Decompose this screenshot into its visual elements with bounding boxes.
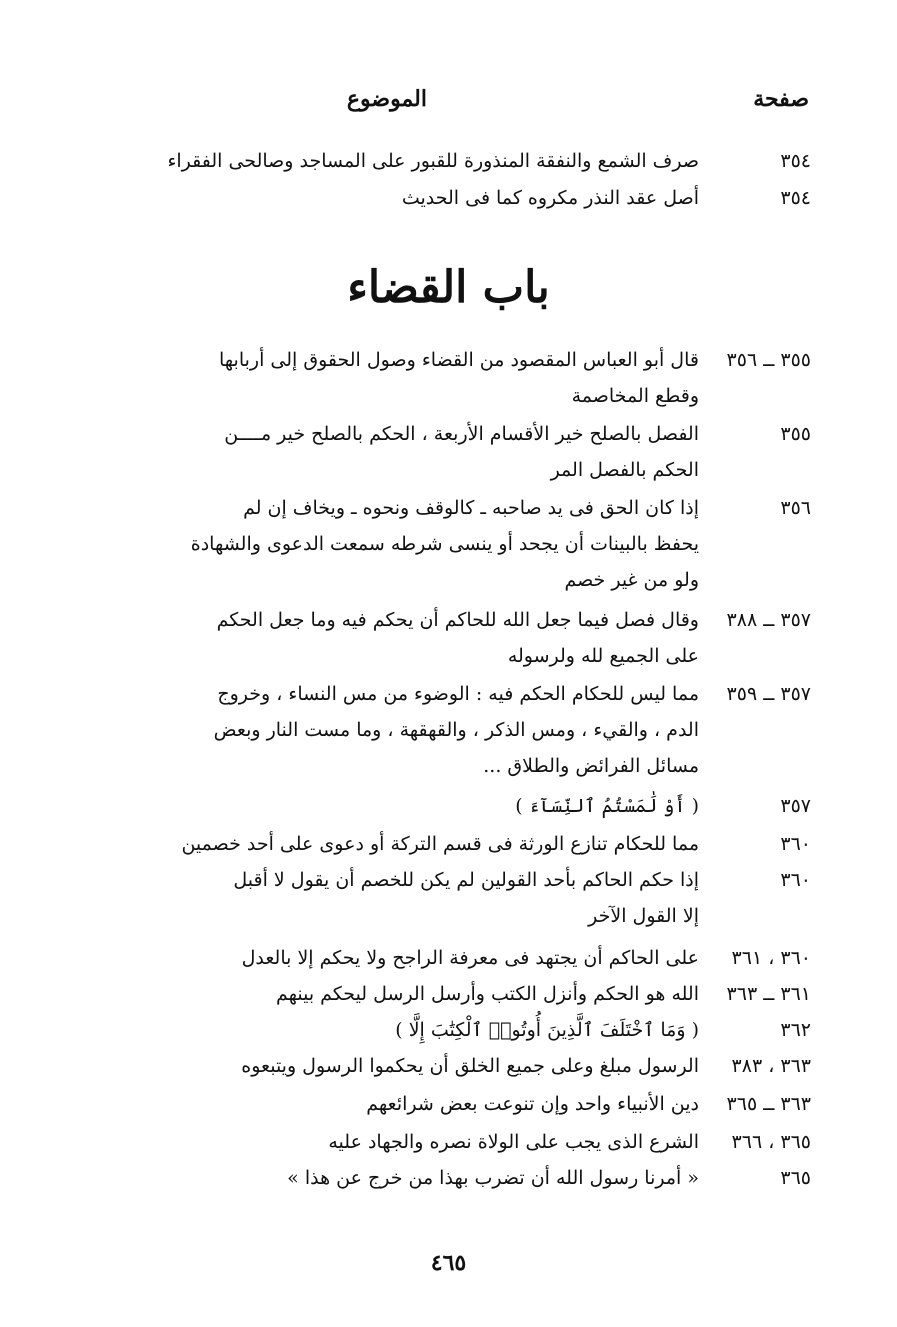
page-column-header: صفحة — [753, 86, 809, 112]
entry-page-ref: ٣٦٠ — [780, 869, 811, 891]
entry-text-line: وقال فصل فيما جعل الله للحاكم أن يحكم فيه وما جعل الحكم — [216, 609, 699, 631]
entry-text-line: الشرع الذى يجب على الولاة نصره والجهاد عليه — [328, 1131, 699, 1153]
entry-text-line: مما ليس للحكام الحكم فيه : الوضوء من مس النساء ، وخروج — [217, 683, 699, 705]
entry-page-ref: ٣٥٧ ــ ٣٥٩ — [726, 683, 811, 705]
entry-text-line: دين الأنبياء واحد وإن تنوعت بعض شرائعهم — [366, 1093, 699, 1115]
entry-text-line: الله هو الحكم وأنزل الكتب وأرسل الرسل ليحكم بينهم — [275, 983, 699, 1005]
entry-page-ref: ٣٥٤ — [780, 150, 811, 172]
entry-page-ref: ٣٦٢ — [780, 1019, 811, 1041]
entry-page-ref: ٣٦٥ — [780, 1167, 811, 1189]
entry-page-ref: ٣٥٦ — [780, 497, 811, 519]
entry-page-ref: ٣٥٥ — [780, 423, 811, 445]
entry-text-line: أصل عقد النذر مكروه كما فى الحديث — [401, 187, 699, 209]
chapter-title: باب القضاء — [347, 262, 550, 313]
entry-text-line: إذا حكم الحاكم بأحد القولين لم يكن للخصم أن يقول لا أقبل — [233, 869, 699, 891]
entry-text-line: الدم ، والقيء ، ومس الذكر ، والقهقهة ، وما مست النار وبعض — [213, 719, 699, 741]
entry-page-ref: ٣٦٣ ، ٣٨٣ — [731, 1055, 811, 1077]
entry-text-line: صرف الشمع والنفقة المنذورة للقبور على المساجد وصالحى الفقراء — [167, 150, 699, 172]
entry-text-line: الفصل بالصلح خير الأقسام الأربعة ، الحكم بالصلح خير مــــن — [224, 423, 699, 445]
entry-text-line: ولو من غير خصم — [564, 569, 699, 591]
entry-page-ref: ٣٥٧ — [780, 795, 811, 817]
entry-page-ref: ٣٦١ ــ ٣٦٣ — [726, 983, 811, 1005]
entry-text-line: الرسول مبلغ وعلى جميع الخلق أن يحكموا الرسول ويتبعوه — [241, 1055, 699, 1077]
entry-text-line: إلا القول الآخر — [588, 905, 699, 927]
entry-text-line: على الحاكم أن يجتهد فى معرفة الراجح ولا يحكم إلا بالعدل — [241, 947, 699, 969]
entry-text-line: قال أبو العباس المقصود من القضاء وصول الحقوق إلى أربابها — [218, 349, 699, 371]
quran-verse-line: ( وَمَا ٱخْتَلَفَ ٱلَّذِينَ أُوتُوا۟ ٱلْكِتَٰبَ إِلَّا ) — [395, 1019, 699, 1041]
entry-text-line: الحكم بالفصل المر — [550, 459, 699, 481]
entry-page-ref: ٣٥٥ ــ ٣٥٦ — [726, 349, 811, 371]
entry-page-ref: ٣٦٠ — [780, 833, 811, 855]
quran-verse-line: ( أَوْ لَٰمَسْتُمُ ٱلنِّسَآءَ ) — [515, 795, 699, 817]
entry-page-ref: ٣٥٧ ــ ٣٨٨ — [726, 609, 811, 631]
entry-text-line: على الجميع لله ولرسوله — [507, 645, 699, 667]
entry-text-line: وقطع المخاصمة — [571, 385, 699, 407]
entry-text-line: يحفظ بالبينات أن يجحد أو ينسى شرطه سمعت الدعوى والشهادة — [190, 533, 699, 555]
entry-page-ref: ٣٦٥ ، ٣٦٦ — [731, 1131, 811, 1153]
entry-page-ref: ٣٥٤ — [780, 187, 811, 209]
entry-text-line: إذا كان الحق فى يد صاحبه ـ كالوقف ونحوه ـ ويخاف إن لم — [243, 497, 699, 519]
entry-text-line: مما للحكام تنازع الورثة فى قسم التركة أو دعوى على أحد خصمين — [181, 833, 699, 855]
page-number: ٤٦٥ — [430, 1250, 467, 1276]
entry-page-ref: ٣٦٠ ، ٣٦١ — [731, 947, 811, 969]
entry-page-ref: ٣٦٣ ــ ٣٦٥ — [726, 1093, 811, 1115]
entry-text-line: « أمرنا رسول الله أن تضرب بهذا من خرج عن هذا » — [287, 1167, 699, 1189]
entry-text-line: مسائل الفرائض والطلاق ... — [483, 755, 699, 777]
topic-column-header: الموضوع — [346, 86, 427, 112]
